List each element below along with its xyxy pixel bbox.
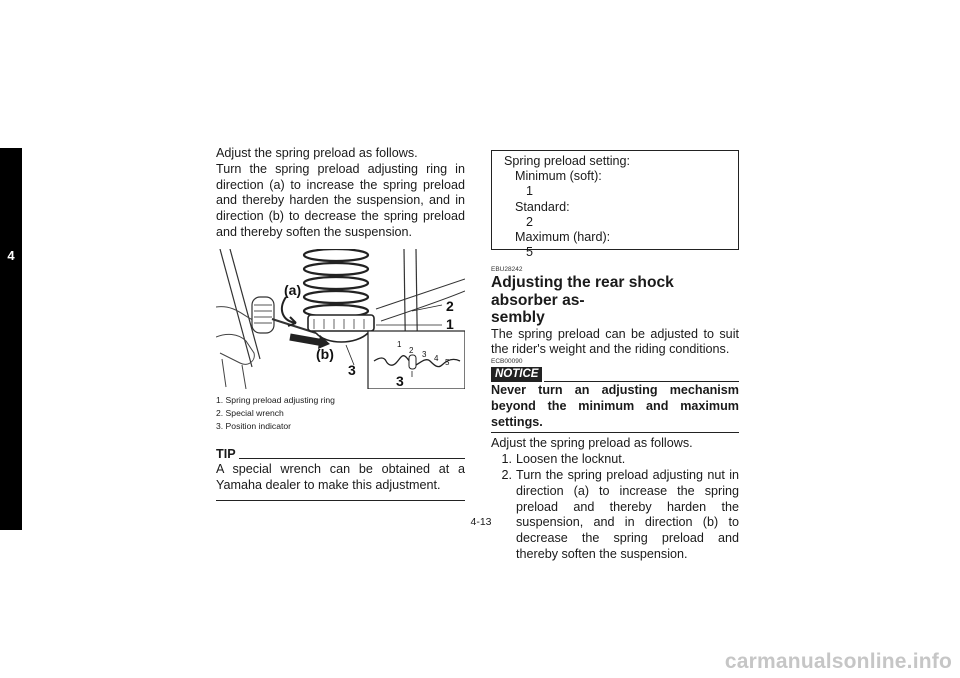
chapter-tab bbox=[0, 148, 22, 530]
callout-b: (b) bbox=[316, 345, 334, 362]
step-number: 1. bbox=[501, 452, 512, 467]
tip-end-rule bbox=[216, 500, 465, 501]
step-text: Turn the spring preload adjusting nut in direction (a) to increase the spring preload and thereby harden the suspension, and in direction (b) to decrease the spring preload and thereby soften the suspension. bbox=[516, 468, 739, 562]
page-number: 4-13 bbox=[470, 516, 492, 528]
list-item bbox=[491, 468, 739, 563]
spec-title: Spring preload setting: bbox=[504, 154, 631, 168]
shock-absorber-figure bbox=[216, 249, 465, 389]
figure-captions bbox=[216, 394, 465, 434]
section-heading bbox=[491, 274, 739, 327]
intro-line: Adjust the spring preload as follows. bbox=[216, 146, 418, 160]
caption-3: 3. Position indicator bbox=[216, 421, 291, 432]
notice-body: Never turn an adjusting mechanism beyond the minimum and maximum settings. bbox=[491, 383, 739, 429]
inset-position-3: 3 bbox=[422, 349, 427, 359]
notice-badge: NOTICE bbox=[491, 367, 542, 382]
tip-header bbox=[216, 447, 465, 461]
spec-std-label: Standard: bbox=[515, 199, 570, 214]
steps-intro: Adjust the spring preload as follows. bbox=[491, 436, 693, 451]
callout-1: 1 bbox=[446, 315, 454, 332]
tip-label: TIP bbox=[216, 447, 236, 462]
step-text: Loosen the locknut. bbox=[516, 452, 626, 467]
steps-list bbox=[491, 452, 739, 563]
spec-min-label: Minimum (soft): bbox=[515, 169, 602, 184]
callout-3-inset: 3 bbox=[396, 372, 404, 389]
tip-body: A special wrench can be obtained at a Yamaha dealer to make this adjustment. bbox=[216, 462, 465, 493]
spec-std-value: 2 bbox=[526, 214, 534, 229]
watermark: carmanualsonline.info bbox=[724, 650, 952, 673]
notice-code: ECB00090 bbox=[491, 358, 523, 366]
caption-1: 1. Spring preload adjusting ring bbox=[216, 394, 335, 405]
spec-box bbox=[491, 150, 739, 260]
section-heading-line1: Adjusting the rear shock absorber as- bbox=[491, 274, 674, 309]
spec-min-value: 1 bbox=[526, 184, 534, 199]
inset-position-5: 5 bbox=[445, 357, 450, 367]
notice-header bbox=[491, 367, 739, 382]
caption-2: 2. Special wrench bbox=[216, 407, 284, 418]
chapter-number: 4 bbox=[7, 248, 15, 263]
inset-position-2: 2 bbox=[409, 345, 414, 355]
section-code: EBU28242 bbox=[491, 266, 523, 273]
inset-position-4: 4 bbox=[434, 353, 439, 363]
notice-rule bbox=[544, 381, 739, 382]
inset-position-1: 1 bbox=[397, 339, 402, 349]
right-column bbox=[491, 150, 739, 563]
section-body: The spring preload can be adjusted to suit the rider's weight and the riding conditions. bbox=[491, 326, 739, 357]
step-number: 2. bbox=[501, 468, 512, 483]
left-column bbox=[216, 146, 465, 501]
intro-body: Turn the spring preload adjusting ring in direction (a) to increase the spring preload and thereby harden the suspension, and in direction (b) to decrease the spring preload and thereby soften the suspension. bbox=[216, 161, 465, 239]
notice-end-rule bbox=[491, 432, 739, 433]
callout-2: 2 bbox=[446, 297, 454, 314]
tip-rule bbox=[239, 458, 465, 459]
list-item bbox=[491, 452, 739, 468]
spec-max-label: Maximum (hard): bbox=[515, 230, 611, 245]
shock-absorber-illustration bbox=[216, 249, 465, 389]
callout-a: (a) bbox=[284, 281, 302, 298]
spec-max-value: 5 bbox=[526, 245, 534, 260]
section-heading-line2: sembly bbox=[491, 309, 545, 326]
callout-3: 3 bbox=[348, 361, 356, 378]
